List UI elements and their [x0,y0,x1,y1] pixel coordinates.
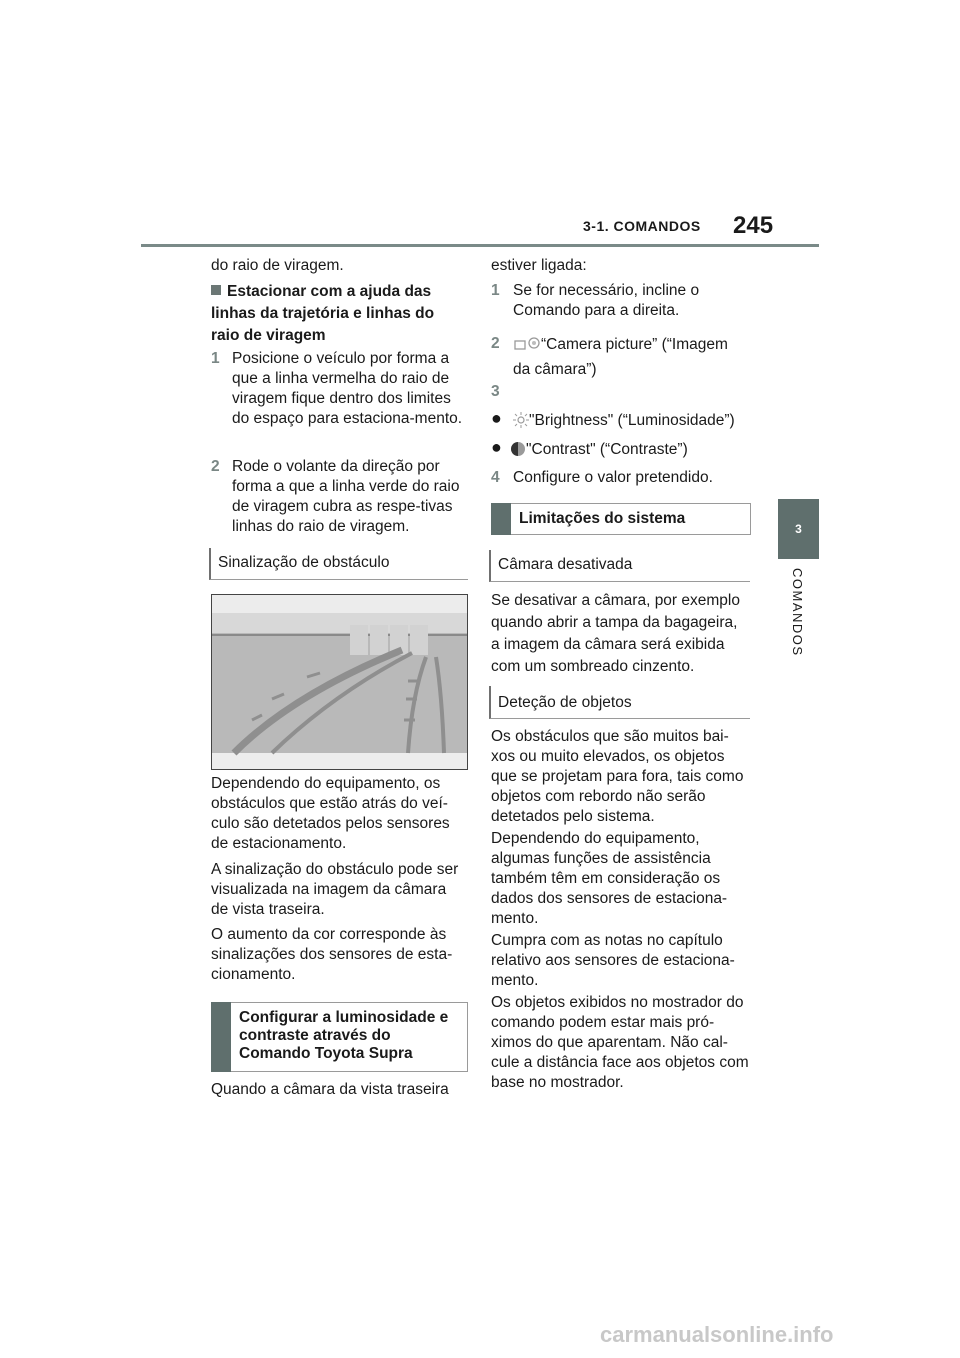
left-paragraph: Dependendo do equipamento, os obstáculos que estão atrás do veí-culo são detetados pelos sensores de estacionamento. [211,775,450,852]
figure-caption [209,548,468,580]
bullet-dot-icon: ● [491,408,502,428]
section-heading: Estacionar com a ajuda das linhas da trajetória e linhas do raio de viragem [211,283,435,344]
brightness-icon [513,412,529,434]
right-paragraph: Os obstáculos que são muitos bai-xos ou muito elevados, os objetos que se projetam para fora, tais como objetos com rebordo não serão detetados pelo sistema. [491,728,744,825]
watermark: carmanualsonline.info [600,1322,834,1347]
rear-camera-image [211,594,468,770]
step-number: 1 [211,350,220,367]
left-paragraph: A sinalização do obstáculo pode ser visualizada na imagem da câmara de vista traseira. [211,861,459,918]
step-text: “Camera picture” (“Imagem da câmara”) [513,336,728,378]
page-number: 245 [733,212,774,239]
right-paragraph: Se desativar a câmara, por exemplo quando abrir a tampa da bagageira, a imagem da câmara será exibida com um sombreado cinzento. [491,592,740,675]
section-box [211,1002,468,1072]
right-paragraph: Dependendo do equipamento, algumas funções de assistência também têm em consideração os dados dos sensores de estaciona-mento. [491,830,728,927]
right-paragraph: estiver ligada: [491,257,587,274]
section-box-title: Configurar a luminosidade e contraste através do Comando Toyota Supra [239,1009,449,1062]
left-paragraph: Quando a câmara da vista traseira [211,1081,449,1098]
section-box [491,503,751,535]
step-number: 2 [491,335,500,352]
header-rule [141,244,819,247]
section-box-bar [491,503,511,535]
camera-view-illustration [212,595,467,769]
section-box-bar [211,1002,231,1072]
caption-text: Câmara desativada [498,556,633,573]
step-number: 1 [491,282,500,299]
square-bullet-icon [211,285,221,295]
bullet-dot-icon: ● [491,437,502,457]
bullet-item: "Contrast" (“Contraste”) [510,440,749,463]
step-number: 2 [211,458,220,475]
contrast-icon [510,441,526,463]
step-text: Posicione o veículo por forma a que a linha vermelha do raio de viragem fique dentro dos limites do espaço para estaciona-mento. [232,350,463,427]
step-text: Se for necessário, incline o Comando para a direita. [513,282,700,319]
left-paragraph: do raio de viragem. [211,257,344,274]
figure-caption [489,550,750,582]
step-text: Configure o valor pretendido. [513,469,713,486]
bullet-item: "Brightness" (“Luminosidade”) [513,411,749,434]
right-paragraph: Os objetos exibidos no mostrador do comando podem estar mais pró-ximos do que aparentam. Não cal-cule a distância face aos objetos com base no mostrador. [491,994,749,1091]
chapter-tab: 3 [778,499,819,559]
figure-caption [489,686,750,719]
camera-picture-icon [513,336,541,359]
caption-text: Deteção de objetos [498,694,632,711]
section-title: 3-1. COMANDOS [583,218,701,234]
chapter-label: COMANDOS [790,568,805,657]
step-number: 3 [491,383,500,400]
section-box-title: Limitações do sistema [519,510,686,527]
figure-caption-text: Sinalização de obstáculo [218,554,390,571]
step-number: 4 [491,469,500,486]
left-paragraph: O aumento da cor corresponde às sinalizações dos sensores de esta-cionamento. [211,926,453,983]
step-text: Rode o volante da direção por forma a que a linha verde do raio de viragem cubra as respe-tivas linhas do raio de viragem. [232,458,460,535]
right-paragraph: Cumpra com as notas no capítulo relativo aos sensores de estaciona-mento. [491,932,735,989]
